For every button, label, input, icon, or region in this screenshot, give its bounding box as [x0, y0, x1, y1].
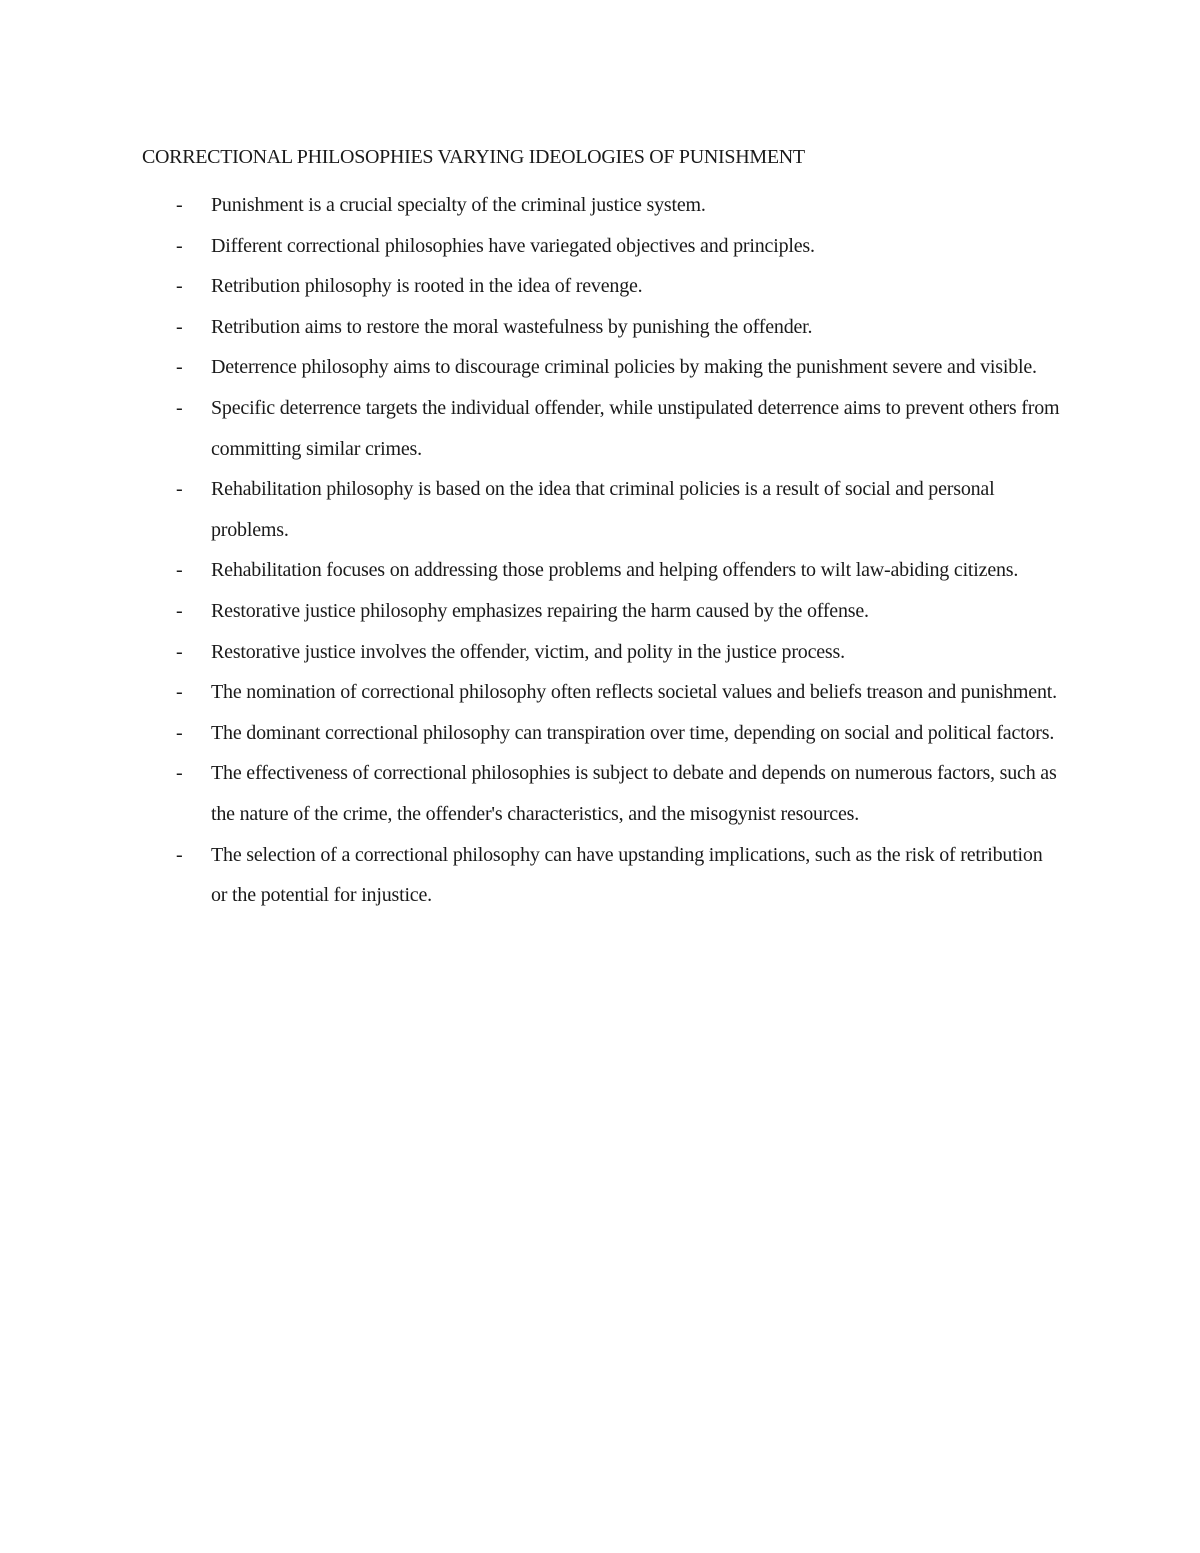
bullet-item	[142, 591, 1062, 632]
bullet-dash: -	[176, 396, 183, 419]
bullet-dash: -	[176, 356, 183, 379]
bullet-text: Different correctional philosophies have variegated objectives and principles.	[211, 234, 815, 257]
bullet-dash: -	[176, 599, 183, 622]
bullet-item	[142, 185, 1062, 226]
document-title: CORRECTIONAL PHILOSOPHIES VARYING IDEOLOGIES OF PUNISHMENT	[142, 146, 805, 168]
bullet-text: Retribution aims to restore the moral wastefulness by punishing the offender.	[211, 315, 813, 338]
bullet-item	[142, 753, 1062, 834]
bullet-text: The dominant correctional philosophy can transpiration over time, depending on social and political factors.	[211, 721, 1055, 744]
bullet-text: The effectiveness of correctional philosophies is subject to debate and depends on numerous factors, such as the nature of the crime, the offender's characteristics, and the misogynist resources.	[211, 762, 1057, 825]
bullet-text: The selection of a correctional philosophy can have upstanding implications, such as the risk of retribution or the potential for injustice.	[211, 843, 1043, 907]
bullet-text: Deterrence philosophy aims to discourage criminal policies by making the punishment severe and visible.	[211, 356, 1037, 379]
bullet-dash: -	[176, 315, 183, 338]
bullet-item	[142, 672, 1062, 713]
bullet-list	[142, 185, 1062, 916]
bullet-item	[142, 347, 1062, 388]
bullet-text: Specific deterrence targets the individual offender, while unstipulated deterrence aims to prevent others from committing similar crimes.	[211, 396, 1060, 460]
bullet-dash: -	[176, 843, 183, 866]
bullet-item	[142, 469, 1062, 550]
bullet-item	[142, 835, 1062, 916]
bullet-item	[142, 632, 1062, 673]
bullet-item	[142, 388, 1062, 469]
bullet-dash: -	[176, 559, 183, 582]
bullet-item	[142, 713, 1062, 754]
document-body	[142, 143, 1062, 916]
bullet-dash: -	[176, 478, 183, 501]
bullet-text: Rehabilitation focuses on addressing those problems and helping offenders to wilt law-abiding citizens.	[211, 559, 1019, 582]
bullet-item	[142, 550, 1062, 591]
bullet-item	[142, 266, 1062, 307]
bullet-text: Retribution philosophy is rooted in the idea of revenge.	[211, 275, 643, 298]
bullet-dash: -	[176, 681, 183, 704]
bullet-text: Rehabilitation philosophy is based on the idea that criminal policies is a result of social and personal problems.	[211, 478, 995, 541]
bullet-dash: -	[176, 194, 183, 216]
bullet-dash: -	[176, 234, 183, 257]
bullet-dash: -	[176, 640, 183, 663]
bullet-text: Punishment is a crucial specialty of the criminal justice system.	[211, 194, 706, 216]
bullet-item	[142, 307, 1062, 348]
bullet-dash: -	[176, 721, 183, 744]
bullet-text: Restorative justice philosophy emphasizes repairing the harm caused by the offense.	[211, 599, 869, 622]
bullet-dash: -	[176, 275, 183, 298]
bullet-item	[142, 226, 1062, 267]
bullet-text: Restorative justice involves the offender, victim, and polity in the justice process.	[211, 640, 845, 663]
bullet-dash: -	[176, 762, 183, 785]
bullet-text: The nomination of correctional philosophy often reflects societal values and beliefs treason and punishment.	[211, 681, 1057, 704]
